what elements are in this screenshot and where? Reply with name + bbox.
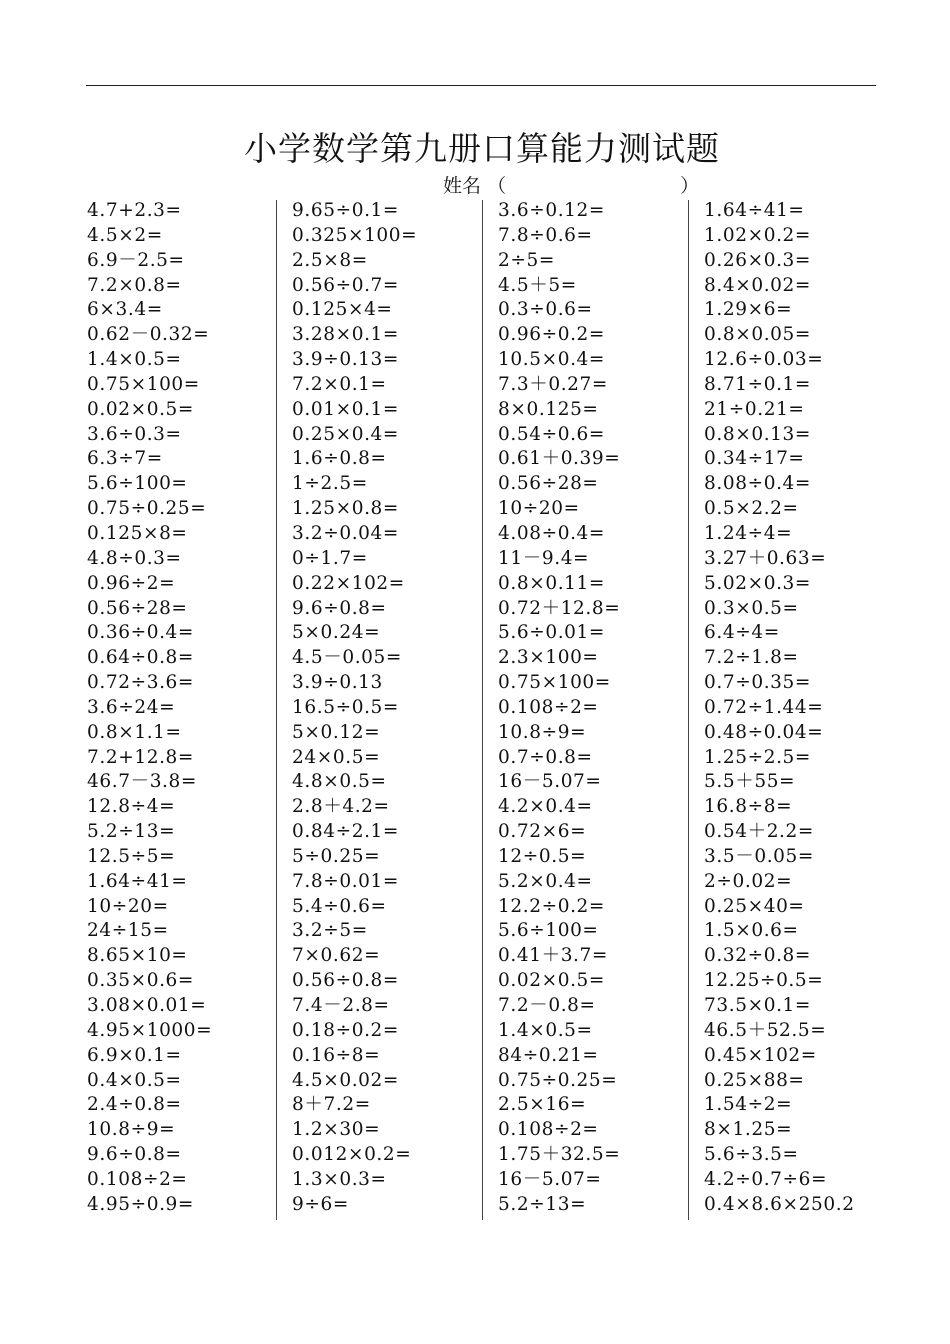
problem-item: 4.95×1000= [87,1019,213,1041]
problem-item: 0.36÷0.4= [87,622,195,644]
problem-item: 11－9.4= [498,547,590,569]
problem-item: 9.65÷0.1= [292,200,400,221]
problem-item: 2.4÷0.8= [87,1094,182,1116]
problem-item: 7.2÷1.8= [704,647,799,669]
problem-item: 0.3×0.5= [704,597,799,619]
column-divider [482,200,483,1220]
problem-item: 8.08÷0.4= [704,473,812,495]
problem-item: 0.75×100= [498,672,611,694]
problem-item: 3.9÷0.13 [292,672,383,694]
problem-item: 0.25×88= [704,1069,805,1091]
problem-item: 16.8÷8= [704,796,793,818]
problem-item: 7.8÷0.01= [292,870,400,892]
problem-item: 16.5÷0.5= [292,696,400,718]
problem-item: 0.25×0.4= [292,423,400,445]
problem-item: 0.72÷1.44= [704,696,824,718]
problem-item: 0.62－0.32= [87,324,210,346]
problem-item: 0.72×6= [498,821,587,843]
problem-item: 1.02×0.2= [704,224,812,246]
problem-item: 4.08÷0.4= [498,522,606,544]
problem-item: 2.3×100= [498,647,599,669]
problem-item: 0.54＋2.2= [704,821,815,843]
problem-item: 8×0.125= [498,398,599,420]
problem-column-4 [704,199,904,1218]
problem-item: 0.16÷8= [292,1044,381,1066]
problem-item: 5.4÷0.6= [292,895,387,917]
problem-item: 21÷0.21= [704,398,805,420]
problem-item: 0.56÷28= [87,597,188,619]
problem-item: 0.108÷2= [87,1168,188,1190]
problem-item: 0.5×2.2= [704,498,799,520]
problem-item: 1.75＋32.5= [498,1144,621,1166]
header-rule [86,85,876,86]
problem-item: 0.4×8.6×250.2 [704,1193,855,1215]
problem-item: 5.6÷3.5= [704,1144,799,1166]
problem-item: 1.2×30= [292,1119,381,1141]
problem-item: 0.8×0.11= [498,572,606,594]
problem-item: 10.8÷9= [498,721,587,743]
problem-item: 1.29×6= [704,299,793,321]
problem-item: 3.2÷5= [292,920,368,942]
problem-item: 4.2×0.4= [498,796,593,818]
problem-item: 0.75×100= [87,373,200,395]
problem-item: 1.64÷41= [87,870,188,892]
problem-item: 0.125×8= [87,522,188,544]
problem-item: 0.8×1.1= [87,721,182,743]
problem-item: 84÷0.21= [498,1044,599,1066]
problem-item: 0.108÷2= [498,696,599,718]
problem-item: 1.4×0.5= [498,1019,593,1041]
problem-item: 7.3＋0.27= [498,373,609,395]
problem-item: 7.8÷0.6= [498,224,593,246]
problem-item: 5÷0.25= [292,845,381,867]
problem-item: 8×1.25= [704,1119,793,1141]
problem-item: 6.3÷7= [87,448,163,470]
problem-item: 0.45×102= [704,1044,817,1066]
column-divider [688,200,689,1220]
problem-item: 0.02×0.5= [498,970,606,992]
problem-item: 10.5×0.4= [498,349,606,371]
problem-item: 0.25×40= [704,895,805,917]
problem-item: 4.8×0.5= [292,771,387,793]
problem-column-3 [498,199,698,1218]
problem-column-2 [292,199,492,1218]
problem-item: 8＋7.2= [292,1094,371,1116]
problem-item: 16－5.07= [498,771,602,793]
problem-item: 4.5×0.02= [292,1069,400,1091]
problem-item: 7.2×0.1= [292,373,387,395]
problem-item: 4.5×2= [87,224,163,246]
problem-item: 1÷2.5= [292,473,368,495]
problem-item: 5.6÷0.01= [498,622,606,644]
column-divider [276,200,277,1220]
problem-item: 12.8÷4= [87,796,176,818]
name-open-paren: （ [487,175,507,197]
problem-item: 8.71÷0.1= [704,373,812,395]
problem-item: 0.8×0.05= [704,324,812,346]
problem-item: 1.6÷0.8= [292,448,387,470]
problem-item: 0.22×102= [292,572,405,594]
problem-item: 7×0.62= [292,945,381,967]
problem-item: 0.64÷0.8= [87,647,195,669]
problem-item: 2÷0.02= [704,870,793,892]
problem-item: 7.2－0.8= [498,995,596,1016]
problem-item: 2.8＋4.2= [292,796,390,818]
problem-item: 5×0.12= [292,721,381,743]
problem-item: 12.2÷0.2= [498,895,606,917]
problem-item: 0.125×4= [292,299,393,321]
problem-item: 1.54÷2= [704,1094,793,1116]
problem-item: 1.64÷41= [704,200,805,221]
problem-item: 8.4×0.02= [704,274,812,296]
problem-item: 3.6÷0.3= [87,423,182,445]
problem-item: 12÷0.5= [498,845,587,867]
problem-item: 0.56÷28= [498,473,599,495]
problem-item: 3.28×0.1= [292,324,400,346]
problem-item: 16－5.07= [498,1168,602,1190]
problem-column-1 [87,199,287,1218]
problem-item: 3.2÷0.04= [292,522,400,544]
problem-item: 0.72＋12.8= [498,597,621,619]
problem-item: 4.2÷0.7÷6= [704,1168,828,1190]
name-label: 姓名 [443,175,482,197]
problem-item: 9÷6= [292,1193,349,1215]
problem-item: 3.5－0.05= [704,845,815,867]
problem-item: 0.3÷0.6= [498,299,593,321]
problem-item: 10÷20= [87,895,169,917]
problem-item: 1.3×0.3= [292,1168,387,1190]
problem-item: 4.5－0.05= [292,647,403,669]
problem-item: 12.5÷5= [87,845,176,867]
problem-item: 2.5×8= [292,249,368,271]
problem-item: 6.9－2.5= [87,249,185,271]
problem-item: 0.7÷0.35= [704,672,812,694]
problem-item: 1.5×0.6= [704,920,799,942]
problem-item: 5.2÷13= [498,1193,587,1215]
problem-item: 0÷1.7= [292,547,368,569]
problem-item: 0.012×0.2= [292,1144,412,1166]
problem-item: 1.4×0.5= [87,349,182,371]
problem-item: 3.27＋0.63= [704,547,827,569]
problem-item: 0.18÷0.2= [292,1019,400,1041]
problem-item: 12.6÷0.03= [704,349,824,371]
problem-item: 1.25÷2.5= [704,746,812,768]
problem-item: 4.7+2.3= [87,200,182,221]
problem-item: 10÷20= [498,498,580,520]
problem-item: 46.7－3.8= [87,771,198,793]
problem-item: 0.41＋3.7= [498,945,609,967]
problem-item: 12.25÷0.5= [704,970,824,992]
problem-item: 3.6÷0.12= [498,200,606,221]
problem-item: 0.325×100= [292,224,418,246]
problem-item: 5.02×0.3= [704,572,812,594]
problem-item: 0.02×0.5= [87,398,195,420]
page-title: 小学数学第九册口算能力测试题 [244,129,720,168]
problem-item: 10.8÷9= [87,1119,176,1141]
name-close-paren: ） [680,175,700,197]
problem-item: 24÷15= [87,920,169,942]
problem-item: 6.9×0.1= [87,1044,182,1066]
problem-item: 0.54÷0.6= [498,423,606,445]
problem-item: 0.96÷2= [87,572,176,594]
problem-item: 5.2÷13= [87,821,176,843]
problem-item: 8.65×10= [87,945,188,967]
problem-item: 7.2×0.8= [87,274,182,296]
name-field [443,173,699,199]
problem-item: 1.25×0.8= [292,498,400,520]
problem-item: 73.5×0.1= [704,995,812,1016]
problem-item: 7.4－2.8= [292,995,390,1016]
problem-item: 0.01×0.1= [292,398,400,420]
problem-item: 4.5＋5= [498,274,577,296]
problem-item: 5.2×0.4= [498,870,593,892]
problem-item: 0.84÷2.1= [292,821,400,843]
problem-item: 3.9÷0.13= [292,349,400,371]
problem-item: 0.35×0.6= [87,970,195,992]
problem-item: 0.75÷0.25= [87,498,207,520]
problem-item: 0.75÷0.25= [498,1069,618,1091]
problem-item: 9.6÷0.8= [87,1144,182,1166]
problem-item: 0.8×0.13= [704,423,812,445]
problem-item: 0.96÷0.2= [498,324,606,346]
problem-item: 0.4×0.5= [87,1069,182,1091]
problem-item: 2.5×16= [498,1094,587,1116]
problem-item: 0.61＋0.39= [498,448,621,470]
problem-item: 0.26×0.3= [704,249,812,271]
problem-item: 5.6÷100= [498,920,599,942]
problem-item: 0.48÷0.04= [704,721,824,743]
problem-item: 6×3.4= [87,299,163,321]
problem-item: 3.6÷24= [87,696,176,718]
problem-item: 24×0.5= [292,746,381,768]
problem-item: 5.6÷100= [87,473,188,495]
problem-item: 0.34÷17= [704,448,805,470]
problem-item: 0.56÷0.8= [292,970,400,992]
problem-item: 0.72÷3.6= [87,672,195,694]
problem-item: 0.32÷0.8= [704,945,812,967]
problem-item: 0.7÷0.8= [498,746,593,768]
problem-item: 46.5＋52.5= [704,1019,827,1041]
problem-item: 2÷5= [498,249,555,271]
problem-item: 4.95÷0.9= [87,1193,195,1215]
problem-item: 7.2+12.8= [87,746,195,768]
problem-item: 5×0.24= [292,622,381,644]
problem-item: 4.8÷0.3= [87,547,182,569]
problem-item: 5.5＋55= [704,771,796,793]
problem-item: 9.6÷0.8= [292,597,387,619]
problem-item: 6.4÷4= [704,622,780,644]
problem-item: 3.08×0.01= [87,995,207,1016]
problem-item: 0.56÷0.7= [292,274,400,296]
problem-item: 0.108÷2= [498,1119,599,1141]
problem-item: 1.24÷4= [704,522,793,544]
